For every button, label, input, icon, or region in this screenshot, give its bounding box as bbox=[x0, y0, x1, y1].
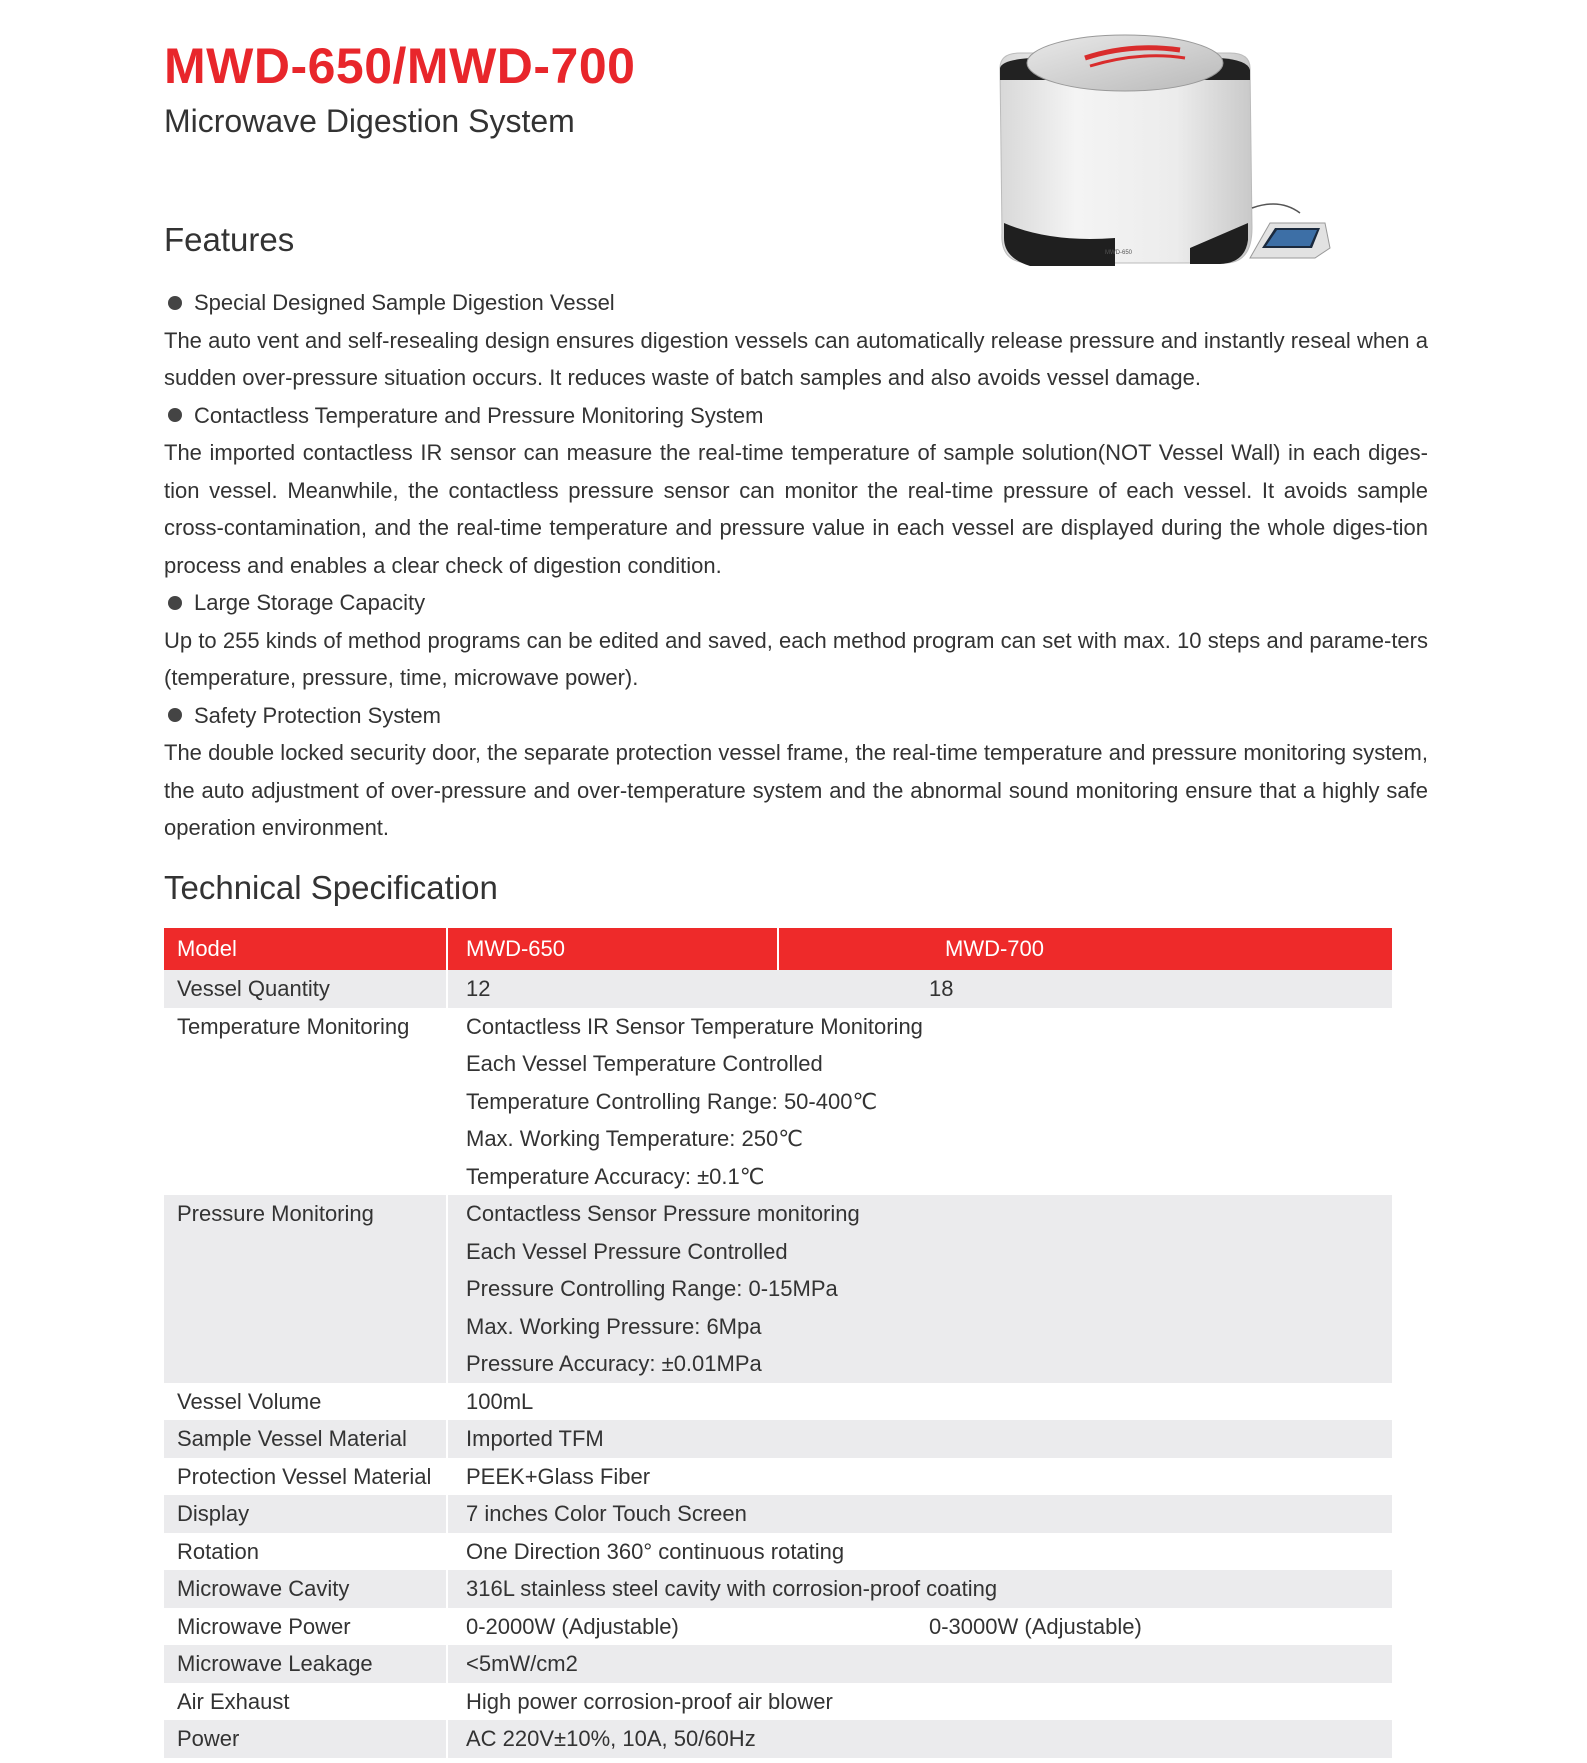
table-row bbox=[164, 1008, 1392, 1196]
spec-line: Max. Working Pressure: 6Mpa bbox=[466, 1313, 762, 1339]
table-row bbox=[164, 1195, 1392, 1383]
feature-item bbox=[164, 397, 1428, 585]
spec-label: Air Exhaust bbox=[164, 1683, 448, 1721]
spec-value: 7 inches Color Touch Screen bbox=[466, 1501, 747, 1526]
spec-value: <5mW/cm2 bbox=[466, 1651, 578, 1676]
feature-body: The double locked security door, the separate protection vessel frame, the real-time temperature and pressure monitoring system, the auto adjustment of over-pressure and over-temperature system and the abnormal sound monitoring ensure that a highly safe operation environment. bbox=[164, 740, 1428, 840]
product-label: MWD-650 bbox=[1105, 250, 1133, 256]
spec-label: Temperature Monitoring bbox=[164, 1008, 448, 1196]
spec-value: AC 220V±10%, 10A, 50/60Hz bbox=[466, 1726, 756, 1751]
table-row bbox=[164, 1608, 1392, 1646]
spec-value: 316L stainless steel cavity with corrosion-proof coating bbox=[466, 1576, 998, 1601]
spec-value: Imported TFM bbox=[466, 1426, 604, 1451]
features-list bbox=[164, 284, 1428, 847]
table-row bbox=[164, 1458, 1392, 1496]
table-row bbox=[164, 1570, 1392, 1608]
spec-header-cell: MWD-700 bbox=[945, 936, 1045, 961]
bullet-icon bbox=[168, 296, 182, 310]
feature-item bbox=[164, 697, 1428, 847]
feature-heading: Safety Protection System bbox=[194, 702, 441, 728]
feature-body: The auto vent and self-resealing design ensures digestion vessels can automatically release pressure and instantly reseal when a sudden over-pressure situation occurs. It reduces waste of batch samples and also avoids vessel damage. bbox=[164, 327, 1428, 390]
table-row bbox=[164, 1645, 1392, 1683]
table-row bbox=[164, 1720, 1392, 1758]
spec-label: Sample Vessel Material bbox=[164, 1420, 448, 1458]
spec-label: Microwave Leakage bbox=[164, 1645, 448, 1683]
table-row bbox=[164, 1383, 1392, 1421]
spec-line: Contactless IR Sensor Temperature Monitoring bbox=[466, 1013, 923, 1039]
spec-label: Microwave Power bbox=[164, 1608, 448, 1646]
spec-label: Rotation bbox=[164, 1533, 448, 1571]
feature-item bbox=[164, 284, 1428, 397]
spec-value: 100mL bbox=[466, 1388, 534, 1414]
table-row bbox=[164, 970, 1392, 1008]
spec-line: Each Vessel Temperature Controlled bbox=[466, 1051, 823, 1076]
feature-body: The imported contactless IR sensor can measure the real-time temperature of sample solution(NOT Vessel Wall) in each diges-tion vessel. Meanwhile, the contactless pressure sensor can monitor the real-time pressure of each vessel. It avoids sample cross-contamination, and the real-time temperature and pressure value in each vessel are displayed during the whole diges-tion process and enables a clear check of digestion condition. bbox=[164, 440, 1428, 578]
spec-heading: Technical Specification bbox=[164, 869, 498, 906]
spec-label: Vessel Quantity bbox=[164, 970, 448, 1008]
spec-value: High power corrosion-proof air blower bbox=[466, 1688, 833, 1714]
spec-value: 12 bbox=[466, 976, 491, 1001]
spec-label: Pressure Monitoring bbox=[164, 1195, 448, 1383]
spec-line: Each Vessel Pressure Controlled bbox=[466, 1238, 788, 1264]
spec-label: Protection Vessel Material bbox=[164, 1458, 448, 1496]
spec-line: Contactless Sensor Pressure monitoring bbox=[466, 1201, 860, 1226]
product-subtitle: Microwave Digestion System bbox=[164, 103, 575, 139]
table-row bbox=[164, 1683, 1392, 1721]
spec-label: Microwave Cavity bbox=[164, 1570, 448, 1608]
spec-header-row bbox=[164, 928, 1392, 970]
spec-header-cell: MWD-650 bbox=[448, 928, 779, 970]
spec-line: Pressure Controlling Range: 0-15MPa bbox=[466, 1276, 838, 1301]
feature-heading: Large Storage Capacity bbox=[194, 590, 426, 615]
spec-value: 18 bbox=[929, 976, 954, 1001]
product-image bbox=[990, 18, 1350, 278]
spec-value: One Direction 360° continuous rotating bbox=[466, 1538, 845, 1564]
spec-value: PEEK+Glass Fiber bbox=[466, 1463, 651, 1489]
spec-line: Temperature Accuracy: ±0.1℃ bbox=[466, 1163, 765, 1189]
table-row bbox=[164, 1533, 1392, 1571]
spec-label: Display bbox=[164, 1495, 448, 1533]
feature-item bbox=[164, 584, 1428, 697]
spec-header-cell: Model bbox=[164, 928, 448, 970]
bullet-icon bbox=[168, 408, 182, 422]
spec-line: Pressure Accuracy: ±0.01MPa bbox=[466, 1351, 762, 1376]
feature-heading: Contactless Temperature and Pressure Monitoring System bbox=[194, 402, 764, 428]
feature-heading: Special Designed Sample Digestion Vessel bbox=[194, 290, 615, 315]
spec-table bbox=[164, 928, 1392, 1758]
table-row bbox=[164, 1495, 1392, 1533]
table-row bbox=[164, 1420, 1392, 1458]
feature-body: Up to 255 kinds of method programs can be edited and saved, each method program can set with max. 10 steps and parame-ters (temperature, pressure, time, microwave power). bbox=[164, 627, 1428, 690]
spec-value: 0-2000W (Adjustable) bbox=[466, 1613, 679, 1639]
spec-value bbox=[448, 1195, 1392, 1383]
spec-line: Max. Working Temperature: 250℃ bbox=[466, 1126, 803, 1151]
product-title: MWD-650/MWD-700 bbox=[164, 38, 636, 94]
spec-value: 0-3000W (Adjustable) bbox=[929, 1613, 1142, 1639]
bullet-icon bbox=[168, 708, 182, 722]
spec-line: Temperature Controlling Range: 50-400℃ bbox=[466, 1088, 878, 1114]
features-heading: Features bbox=[164, 221, 295, 258]
spec-label: Power bbox=[164, 1720, 448, 1758]
spec-label: Vessel Volume bbox=[164, 1383, 448, 1421]
bullet-icon bbox=[168, 596, 182, 610]
spec-value bbox=[448, 1008, 1392, 1196]
